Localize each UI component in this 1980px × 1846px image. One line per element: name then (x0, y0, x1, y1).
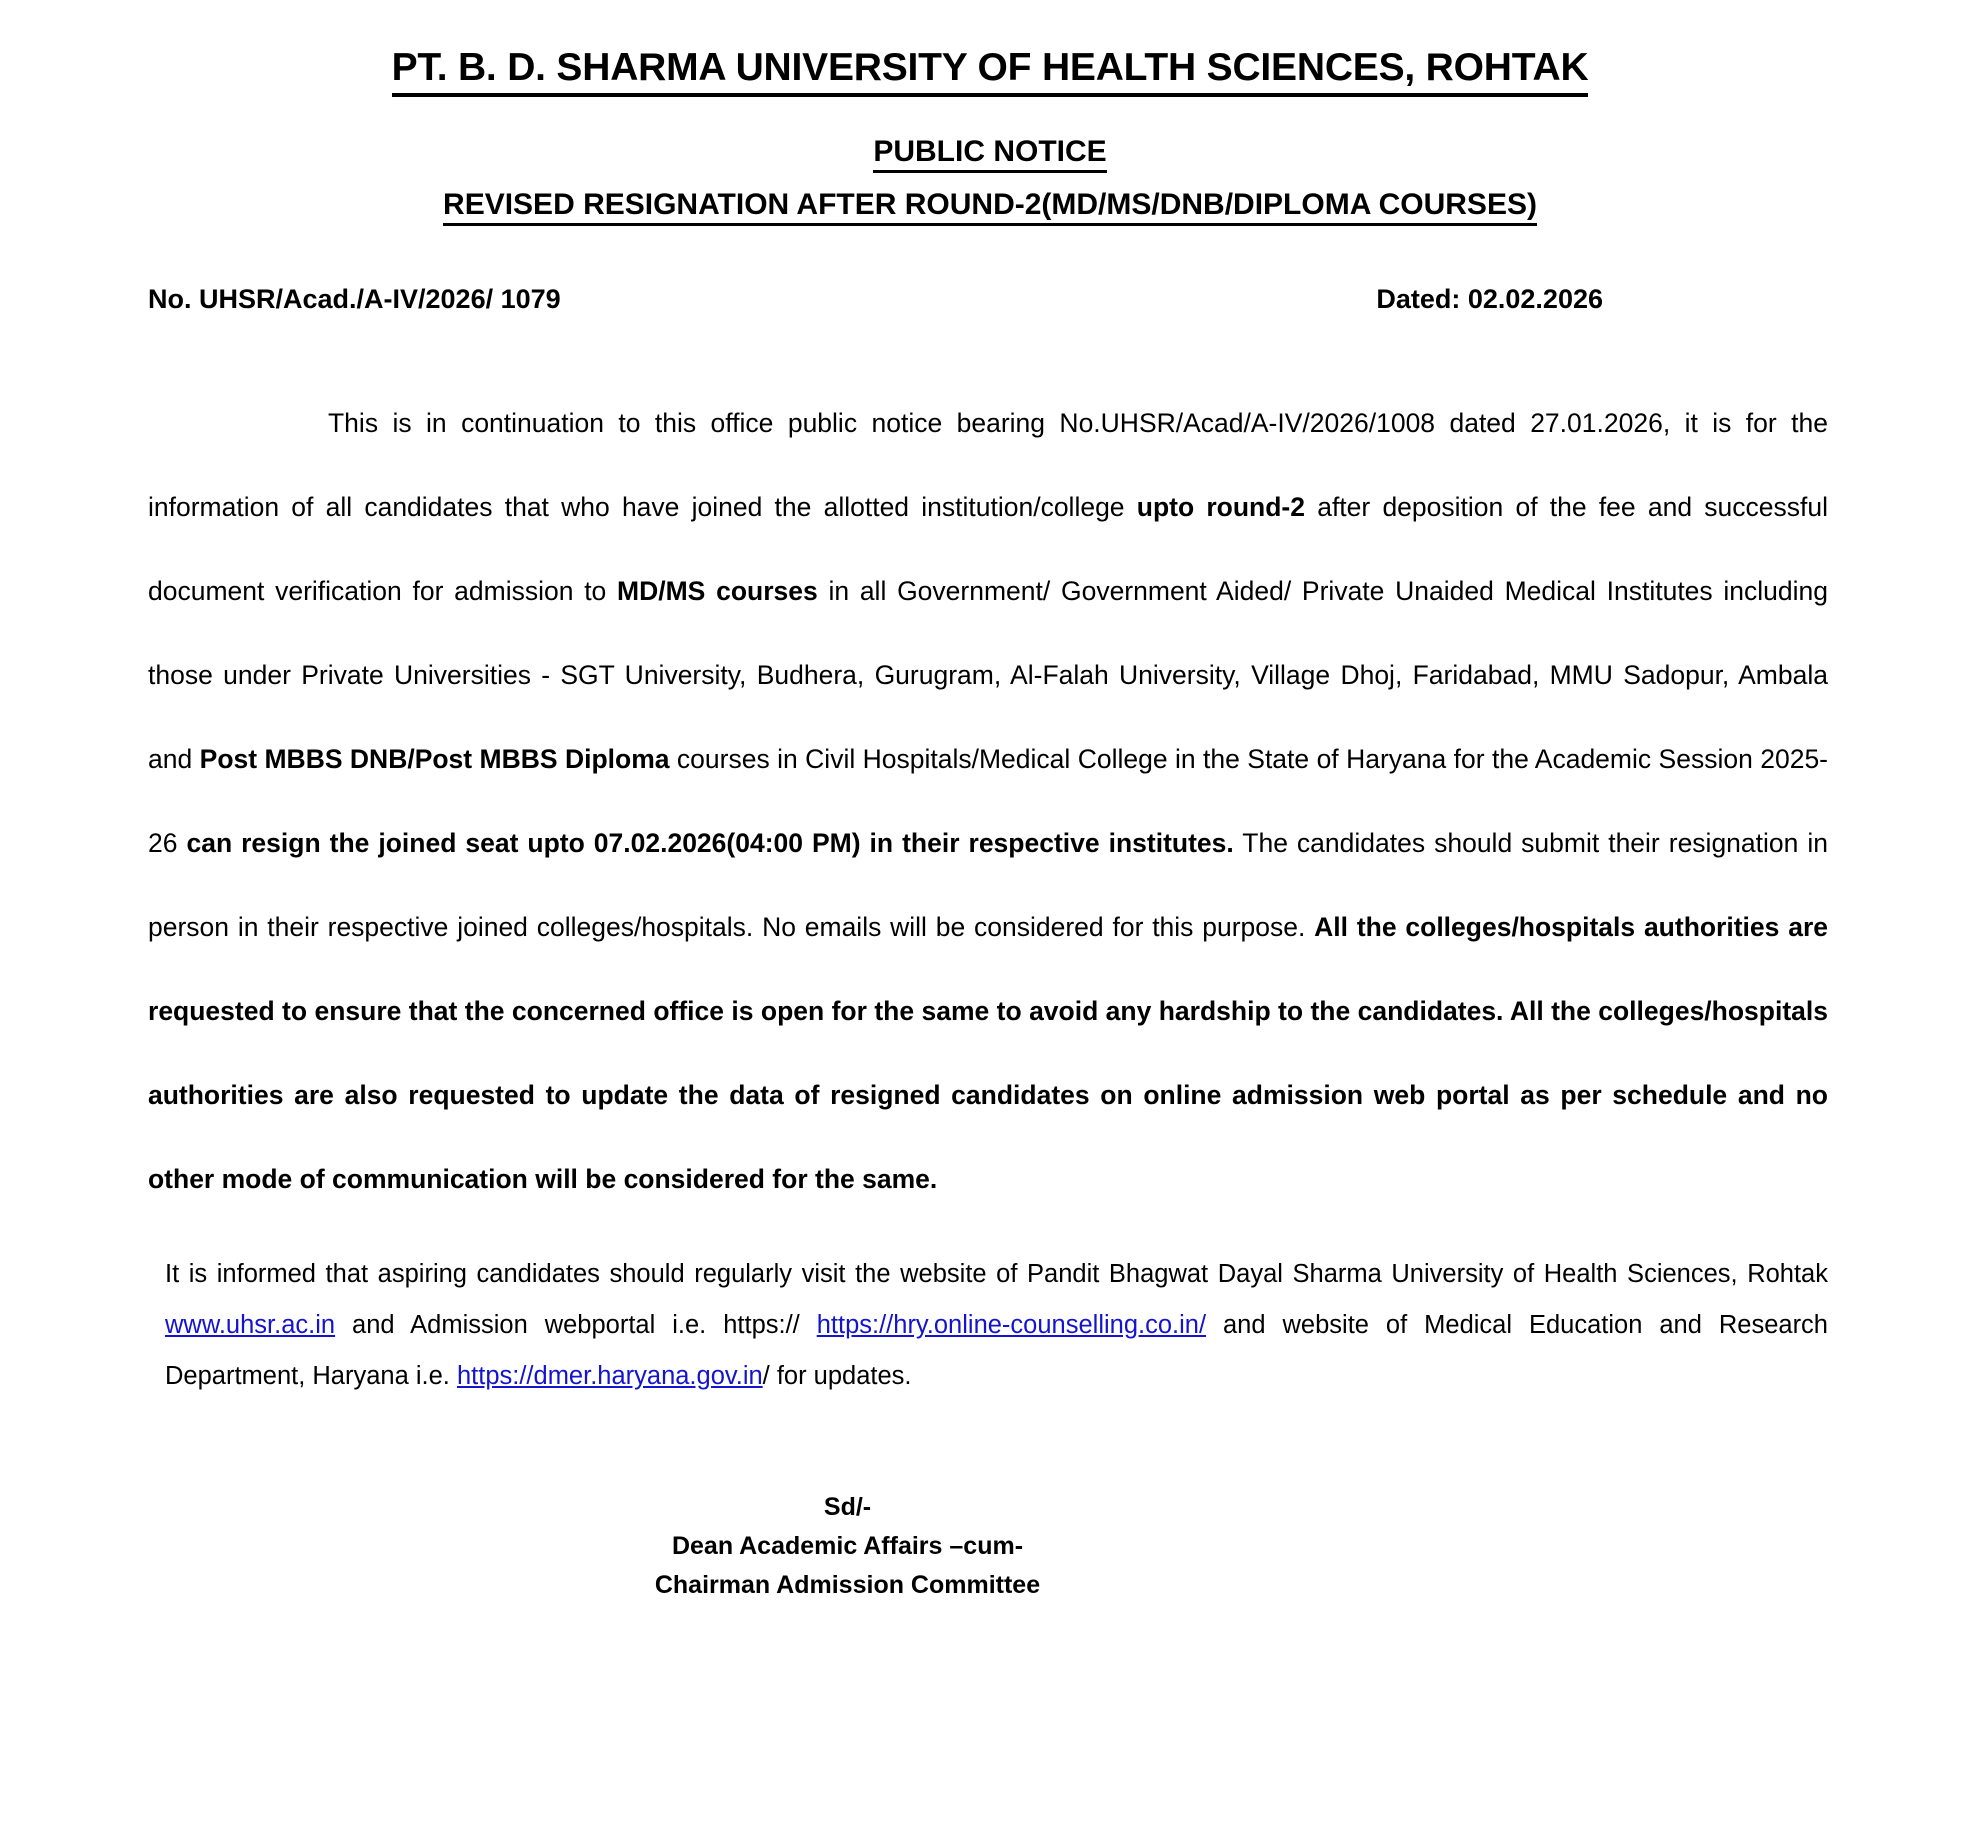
notice-subtitle: REVISED RESIGNATION AFTER ROUND-2(MD/MS/DNB/DIPLOMA COURSES) (443, 188, 1537, 226)
closing-text-3: and website of Medical Education and Research Department, Haryana i.e. (165, 1310, 1828, 1390)
body-segment-9: The candidates should submit their resignation in person in their respective joined colleges/hospitals. No emails will be considered for this purpose. (148, 827, 1828, 942)
reference-date: Dated: 02.02.2026 (1376, 283, 1603, 314)
body-container (0, 381, 1980, 1221)
link-dmer-haryana[interactable]: https://dmer.haryana.gov.in (456, 1361, 763, 1390)
body-segment-7: courses in Civil Hospitals/Medical College in the State of Haryana for the Academic Session 2025-26 (148, 743, 1829, 858)
reference-number: No. UHSR/Acad./A-IV/2026/ 1079 (148, 283, 561, 314)
notice-title-container (0, 135, 1980, 173)
body-segment-4-bold: MD/MS courses (617, 575, 818, 606)
body-segment-5: in all Government/ Government Aided/ Private Unaided Medical Institutes including those under Private Universities - SGT University, Budhera, Gurugram, Al-Falah University, Village Dhoj, Faridabad, MMU Sadopur, Ambala and (148, 575, 1829, 774)
body-segment-3: after deposition of the fee and successful document verification for admission to (148, 491, 1829, 606)
university-title: PT. B. D. SHARMA UNIVERSITY OF HEALTH SCIENCES, ROHTAK (392, 48, 1589, 97)
signature-designation-line-2: Chairman Admission Committee (654, 1570, 1041, 1599)
main-paragraph (148, 381, 1828, 1221)
notice-subtitle-container (0, 188, 1980, 226)
body-segment-1: This is in continuation to this office public notice bearing No.UHSR/Acad/A-IV/2026/1008 dated 27.01.2026, it is for the information of all candidates that who have joined the allotted institution/college (148, 407, 1828, 522)
link-admission-webportal[interactable]: https://hry.online-counselling.co.in/ (816, 1310, 1207, 1339)
closing-paragraph (0, 1249, 1980, 1402)
body-segment-2-bold: upto round-2 (1136, 491, 1305, 522)
document-header (0, 0, 1980, 97)
closing-text-1: It is informed that aspiring candidates should regularly visit the website of Pandit Bhagwat Dayal Sharma University of Health Sciences, Rohtak (165, 1259, 1828, 1288)
closing-text-4: / for updates. (762, 1361, 912, 1390)
link-uhsr-website[interactable]: www.uhsr.ac.in (165, 1310, 336, 1339)
notice-title: PUBLIC NOTICE (873, 135, 1106, 173)
closing-text-2: and Admission webportal i.e. https:// (335, 1310, 817, 1339)
body-segment-6-bold: Post MBBS DNB/Post MBBS Diploma (199, 743, 670, 774)
signature-block (0, 1488, 1980, 1605)
body-segment-10-bold: All the colleges/hospitals authorities are requested to ensure that the concerned office is open for the same to avoid any hardship to the candidates. All the colleges/hospitals authorities are also requested to update the data of resigned candidates on online admission web portal as per schedule and no other mode of communication will be considered for the same. (148, 911, 1828, 1194)
signature-sd: Sd/- (823, 1492, 872, 1521)
signature-designation-line-1: Dean Academic Affairs –cum- (671, 1531, 1024, 1560)
body-segment-8-bold: can resign the joined seat upto 07.02.2026(04:00 PM) in their respective institutes. (186, 827, 1234, 858)
reference-row (0, 284, 1980, 315)
